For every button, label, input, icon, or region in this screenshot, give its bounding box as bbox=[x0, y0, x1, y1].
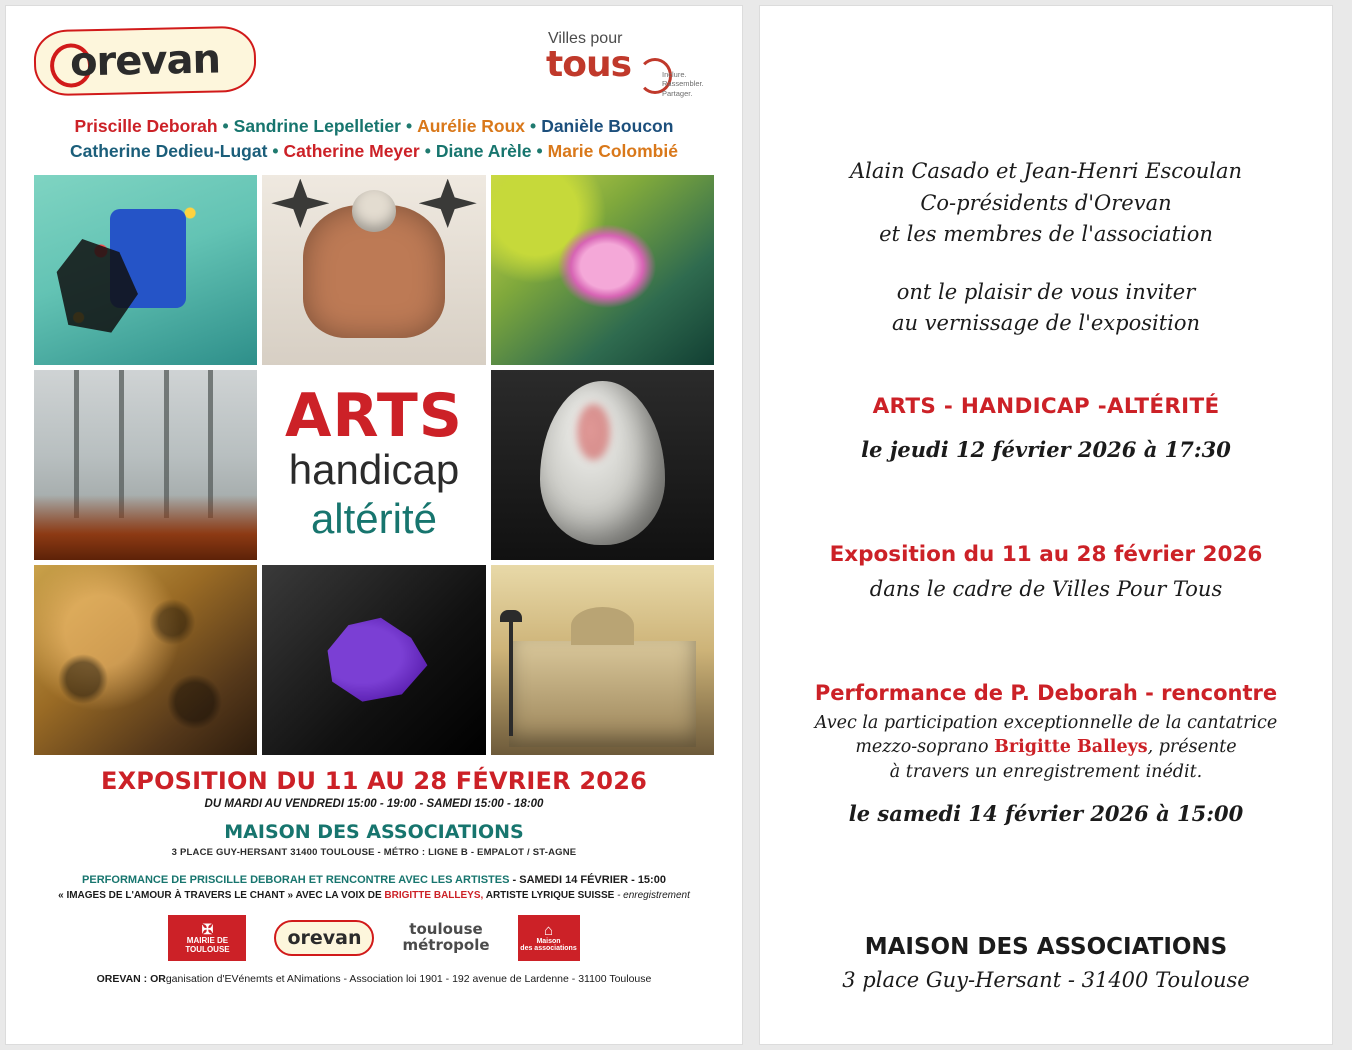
artists-row-2 bbox=[34, 139, 714, 164]
intro-line-3: et les membres de l'association bbox=[879, 222, 1213, 246]
legal-footer bbox=[34, 973, 714, 985]
spacer bbox=[800, 516, 1292, 542]
dome-shape bbox=[571, 607, 634, 645]
artists-row-1 bbox=[34, 114, 714, 139]
invitation-performance-date: le samedi 14 février 2026 à 15:00 bbox=[848, 801, 1244, 827]
opening-hours: DU MARDI AU VENDREDI 15:00 - 19:00 - SAMEDI 15:00 - 18:00 bbox=[204, 797, 544, 810]
foliage bbox=[34, 495, 257, 560]
venue-address: 3 PLACE GUY-HERSANT 31400 TOULOUSE - MÉTRO : LIGNE B - EMPALOT / ST-AGNE bbox=[171, 846, 577, 858]
spacer bbox=[800, 340, 1292, 394]
perf-sub-line-1: Avec la participation exceptionnelle de la cantatrice bbox=[814, 712, 1278, 733]
vpt-line1: Villes pour bbox=[548, 30, 623, 47]
mairie-de-toulouse-logo bbox=[168, 915, 246, 961]
spacer bbox=[800, 462, 1292, 516]
invitation-intro bbox=[800, 156, 1292, 251]
perf-sub-2a: mezzo-soprano bbox=[855, 737, 989, 758]
perf-sub-line-3: à travers un enregistrement inédit. bbox=[889, 762, 1203, 783]
invitation-expo-frame: dans le cadre de Villes Pour Tous bbox=[869, 576, 1223, 601]
logo-line2: métropole bbox=[402, 935, 490, 954]
orevan-sponsor-logo bbox=[274, 920, 374, 956]
artists-list bbox=[34, 114, 714, 165]
villes-pour-tous-logo bbox=[524, 28, 714, 98]
artist-name: Danièle Boucon bbox=[541, 116, 674, 136]
artist-name: Catherine Dedieu-Lugat bbox=[70, 141, 268, 162]
invitation-address: 3 place Guy-Hersant - 31400 Toulouse bbox=[842, 968, 1250, 993]
artist-name: Priscille Deborah bbox=[74, 116, 218, 136]
bullet-icon: • bbox=[424, 141, 431, 162]
artist-name: Diane Arèle bbox=[435, 141, 532, 162]
performance-note: - enregistrement bbox=[617, 889, 690, 901]
artwork-image-6 bbox=[491, 370, 714, 560]
intro-line-2: Co-présidents d'Orevan bbox=[920, 190, 1172, 215]
egg-shape bbox=[540, 381, 665, 544]
performance-quote: « IMAGES DE L'AMOUR À TRAVERS LE CHANT » AVEC LA VOIX DE bbox=[58, 889, 382, 901]
house-icon: ⌂ bbox=[543, 921, 554, 939]
artist-name: Marie Colombié bbox=[547, 141, 678, 162]
artist-name: Aurélie Roux bbox=[417, 116, 526, 136]
bullet-icon: • bbox=[222, 116, 229, 136]
invitation-vernissage-date: le jeudi 12 février 2026 à 17:30 bbox=[861, 436, 1231, 462]
invite-line-1: ont le plaisir de vous inviter bbox=[896, 279, 1196, 304]
sculpture-head bbox=[352, 190, 397, 232]
intro-line-1: Alain Casado et Jean-Henri Escoulan bbox=[850, 159, 1242, 183]
poster-title-block bbox=[262, 370, 485, 560]
occitan-cross-icon: ✠ bbox=[201, 920, 214, 937]
perf-sub-line-2 bbox=[800, 735, 1292, 760]
invitation-panel bbox=[760, 6, 1332, 1044]
performance-line-1 bbox=[34, 874, 714, 886]
logo-line1: Maison bbox=[536, 937, 561, 945]
artwork-grid bbox=[34, 175, 714, 755]
logo-line1: MAIRIE DE bbox=[186, 935, 229, 945]
spacer bbox=[800, 880, 1292, 934]
poster-footer bbox=[34, 767, 714, 985]
artwork-image-7 bbox=[34, 565, 257, 755]
invitation-venue: MAISON DES ASSOCIATIONS bbox=[864, 934, 1228, 961]
artist-name: Catherine Meyer bbox=[283, 141, 420, 162]
invitation-performance-title: Performance de P. Deborah - rencontre bbox=[814, 680, 1278, 705]
purple-splash bbox=[316, 614, 432, 705]
orevan-logo bbox=[33, 26, 256, 97]
poster-header bbox=[34, 28, 714, 108]
invite-line-2: au vernissage de l'exposition bbox=[891, 311, 1201, 335]
bullet-icon: • bbox=[536, 141, 543, 162]
building-shape bbox=[509, 641, 697, 747]
vpt-line2: tous bbox=[546, 44, 631, 85]
logo-line2: des associations bbox=[520, 945, 577, 953]
toulouse-metropole-logo bbox=[402, 922, 489, 954]
invitation-statement bbox=[800, 277, 1292, 340]
bullet-icon: • bbox=[272, 141, 279, 162]
perf-artist-name: Brigitte Balleys bbox=[994, 737, 1148, 758]
performance-artist-role: ARTISTE LYRIQUE SUISSE bbox=[485, 889, 615, 901]
performance-date: - SAMEDI 14 FÉVRIER - 15:00 bbox=[512, 873, 666, 886]
performance-line-2 bbox=[34, 890, 714, 901]
title-alterite: altérité bbox=[310, 494, 438, 542]
title-arts: ARTS bbox=[284, 381, 464, 452]
bullet-icon: • bbox=[405, 116, 413, 136]
footer-text: ganisation d'EVénemts et ANimations - Association loi 1901 - 192 avenue de Lardenne - 31100 Toulouse bbox=[165, 972, 652, 985]
bullet-icon: • bbox=[530, 116, 537, 136]
artwork-image-4 bbox=[34, 370, 257, 560]
invitation-expo-period: Exposition du 11 au 28 février 2026 bbox=[829, 541, 1263, 567]
expo-headline: EXPOSITION DU 11 AU 28 FÉVRIER 2026 bbox=[100, 766, 647, 795]
artwork-image-9 bbox=[491, 565, 714, 755]
orevan-sponsor-text: orevan bbox=[287, 926, 362, 949]
invitation-expo-title: ARTS - HANDICAP -ALTÉRITÉ bbox=[872, 393, 1220, 419]
orevan-logo-text: orevan bbox=[69, 36, 221, 86]
invitation-performance-details bbox=[800, 711, 1292, 786]
maison-des-associations-logo bbox=[518, 915, 580, 961]
footer-brand: OREVAN : OR bbox=[96, 972, 166, 985]
performance-text: PERFORMANCE DE PRISCILLE DEBORAH ET RENCONTRE AVEC LES ARTISTES bbox=[82, 873, 510, 886]
artist-name: Sandrine Lepelletier bbox=[233, 116, 401, 136]
perf-sub-2c: , présente bbox=[1147, 737, 1237, 758]
sponsor-logos bbox=[34, 915, 714, 961]
spacer bbox=[800, 251, 1292, 277]
title-handicap: handicap bbox=[288, 446, 460, 494]
venue-name: MAISON DES ASSOCIATIONS bbox=[224, 820, 524, 843]
artwork-image-8 bbox=[262, 565, 485, 755]
artwork-image-1 bbox=[34, 175, 257, 365]
spacer bbox=[800, 826, 1292, 880]
poster-panel bbox=[6, 6, 742, 1044]
streetlamp-shape bbox=[509, 618, 513, 736]
artwork-image-3 bbox=[491, 175, 714, 365]
artwork-image-2 bbox=[262, 175, 485, 365]
performance-artist: BRIGITTE BALLEYS, bbox=[384, 889, 484, 901]
logo-line1: toulouse bbox=[409, 920, 483, 938]
logo-line2: TOULOUSE bbox=[185, 944, 230, 954]
spacer bbox=[800, 655, 1292, 681]
vpt-tagline: Inclure. Rassembler. Partager. bbox=[662, 70, 704, 98]
spacer bbox=[800, 601, 1292, 655]
